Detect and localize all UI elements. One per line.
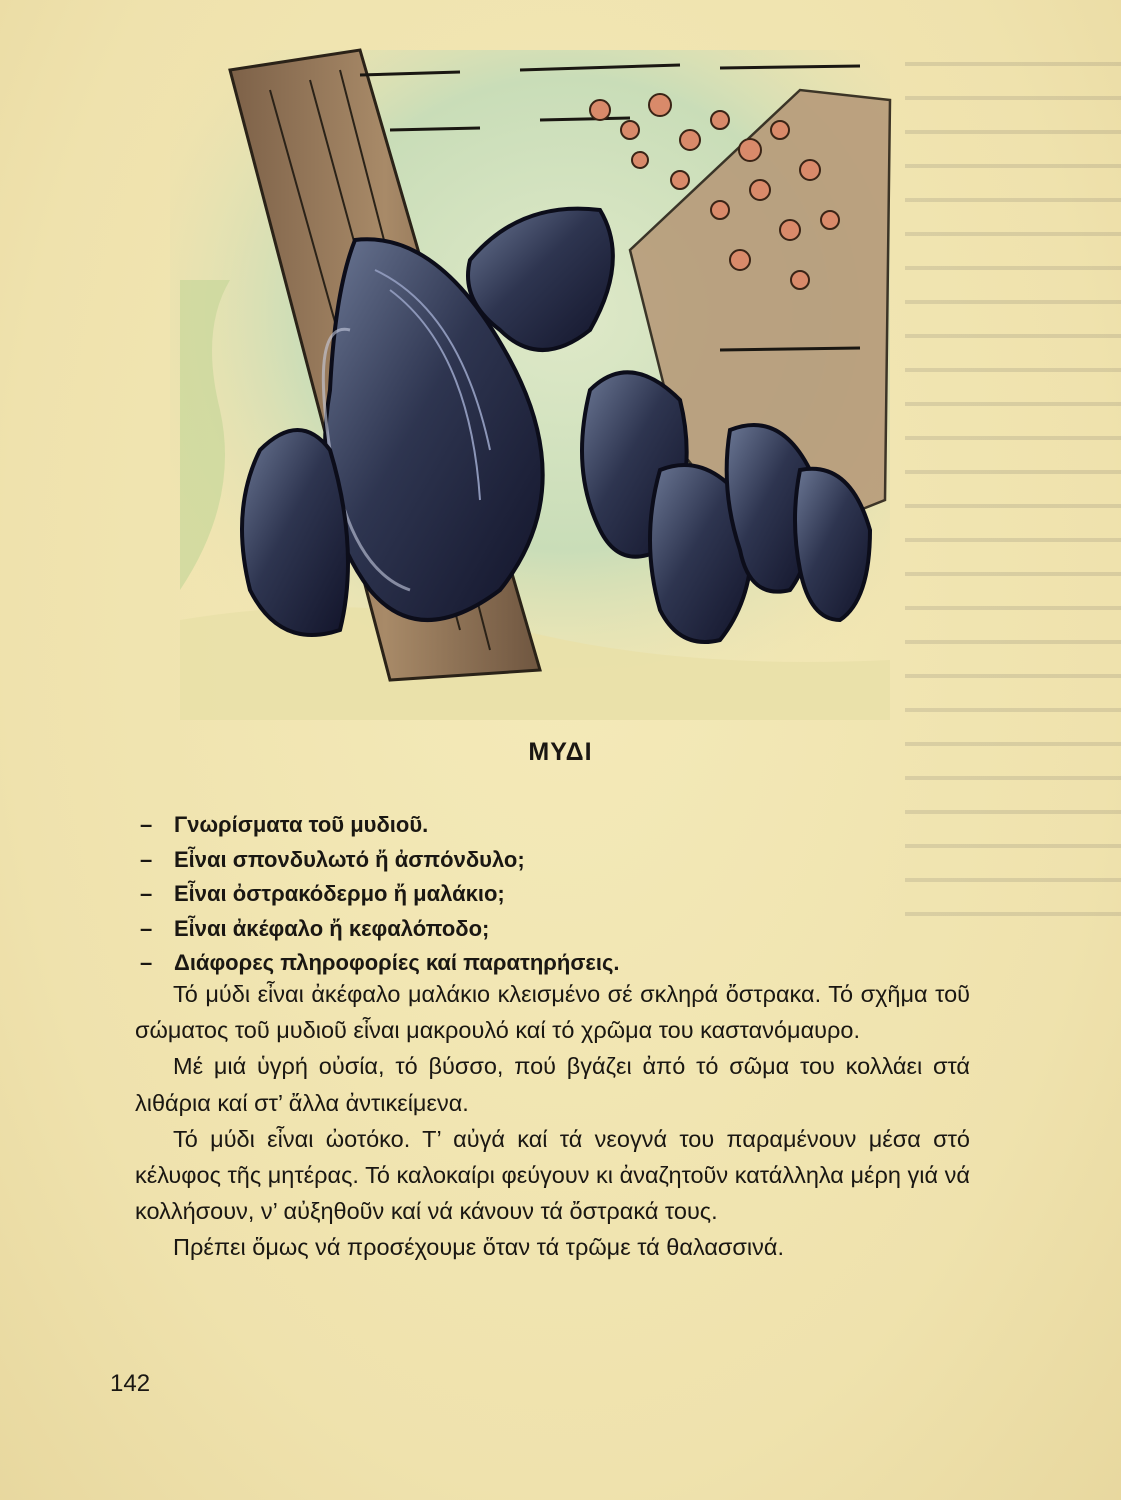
question-text: Εἶναι ὀστρακόδερμο ἤ μαλάκιο;	[174, 881, 505, 906]
bleed-through-texture	[905, 40, 1121, 940]
dash-marker: –	[140, 950, 153, 975]
body-text	[135, 976, 970, 1266]
question-text: Εἶναι σπονδυλωτό ἤ ἀσπόνδυλο;	[174, 846, 525, 872]
question-item	[140, 808, 900, 843]
paragraph: Μέ μιά ὑγρή οὐσία, τό βύσσο, πού βγάζει ἀπό τό σῶμα του κολλάει στά λιθάρια καί στ’ ἄλλα ἀντικείμενα.	[135, 1053, 970, 1116]
paragraph: Πρέπει ὅμως νά προσέχουμε ὅταν τά τρῶμε τά θαλασσινά.	[173, 1234, 785, 1261]
mussel-illustration	[160, 30, 900, 730]
paragraph: Τό μύδι εἶναι ἀκέφαλο μαλάκιο κλεισμένο σέ σκληρά ὄστρακα. Τό σχῆμα τοῦ σώματος τοῦ μυδιοῦ εἶναι μακρουλό καί τό χρῶμα του καστανόμαυρο.	[135, 981, 970, 1044]
question-item	[140, 877, 900, 912]
question-text: Διάφορες πληροφορίες καί παρατηρήσεις.	[174, 950, 620, 975]
dash-marker: –	[140, 881, 153, 906]
illustration-caption: ΜΥΔΙ	[528, 738, 593, 766]
question-item	[140, 912, 900, 947]
dash-marker: –	[140, 915, 153, 941]
discussion-questions	[140, 808, 900, 981]
page-number: 142	[110, 1370, 151, 1397]
paragraph: Τό μύδι εἶναι ὠοτόκο. Τ’ αὐγά καί τά νεογνά του παραμένουν μέσα στό κέλυφος τῆς μητέρας. Τό καλοκαίρι φεύγουν κι ἀναζητοῦν κατάλληλα μέρη γιά νά κολλήσουν, ν’ αὐξηθοῦν καί νά κάνουν τά ὄστρακά τους.	[135, 1125, 970, 1225]
dash-marker: –	[140, 846, 153, 872]
question-text: Εἶναι ἀκέφαλο ἤ κεφαλόποδο;	[174, 915, 490, 941]
question-item	[140, 843, 900, 878]
dash-marker: –	[140, 812, 153, 837]
mussel-left	[242, 430, 348, 635]
question-text: Γνωρίσματα τοῦ μυδιοῦ.	[174, 812, 429, 837]
